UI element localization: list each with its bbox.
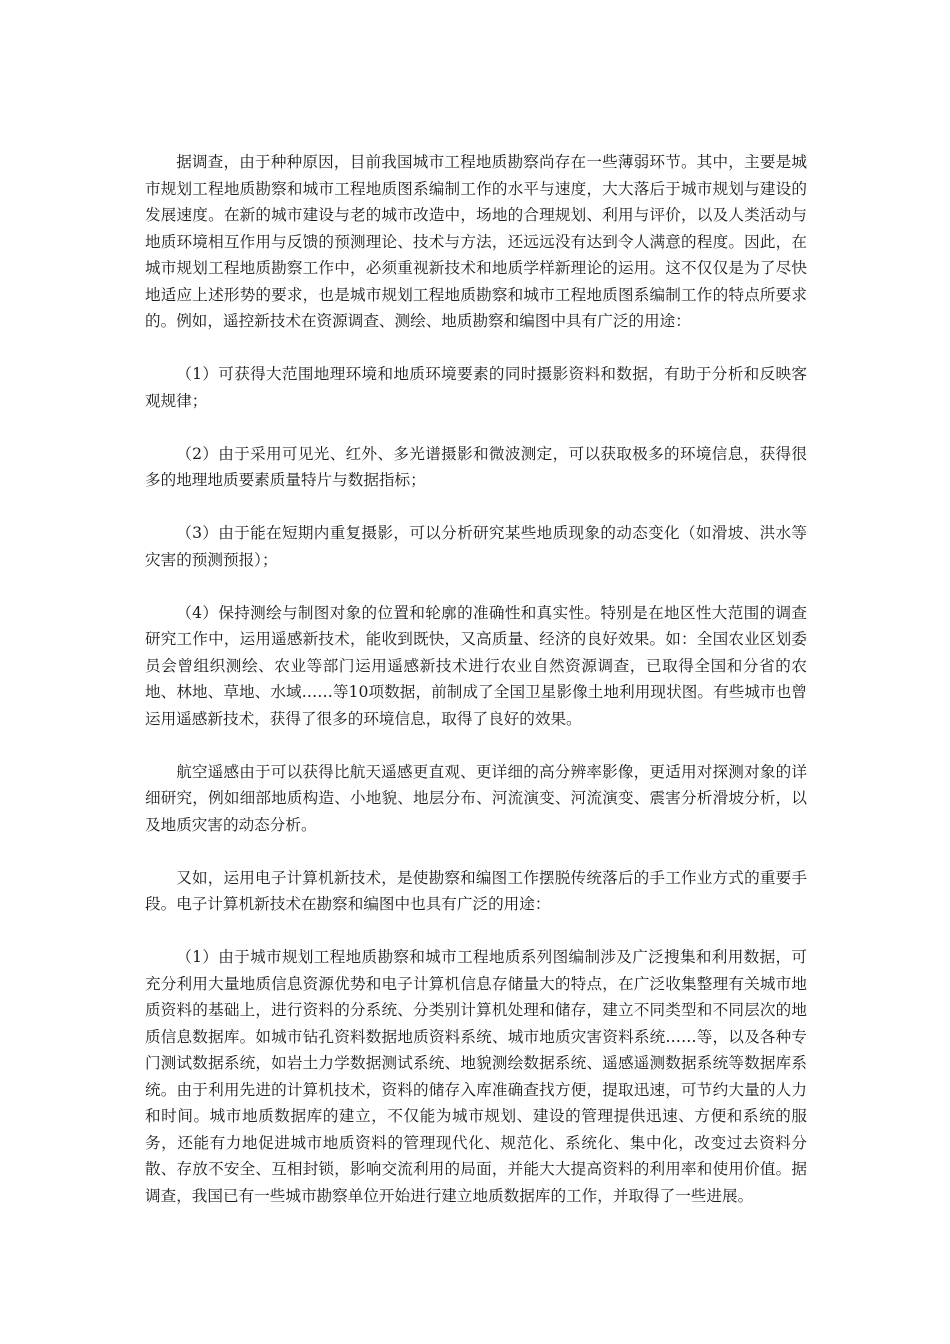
paragraph-computer-item-1: （1）由于城市规划工程地质勘察和城市工程地质系列图编制涉及广泛搜集和利用数据，可充分利用大量地质信息资源优势和电子计算机信息存储量大的特点，在广泛收集整理有关城市地质资料的基础上，进行资料的分系统、分类别计算机处理和储存，建立不同类型和不同层次的地质信息数据库。如城市钻孔资料数据地质资料系统、城市地质灾害资料系统……等，以及各种专门测试数据系统，如岩土力学数据测试系统、地貌测绘数据系统、遥感遥测数据系统等数据库系统。由于利用先进的计算机技术，资料的储存入库准确查找方便，提取迅速，可节约大量的人力和时间。城市地质数据库的建立，不仅能为城市规划、建设的管理提供迅速、方便和系统的服务，还能有力地促进城市地质资料的管理现代化、规范化、系统化、集中化，改变过去资料分散、存放不安全、互相封锁，影响交流利用的局面，并能大大提高资料的利用率和使用价值。据调查，我国已有一些城市勘察单位开始进行建立地质数据库的工作，并取得了一些进展。 xyxy=(145,948,807,1205)
paragraph-remote-sensing-item-4: （4）保持测绘与制图对象的位置和轮廓的准确性和真实性。特别是在地区性大范围的调查研究工作中，运用遥感新技术，能收到既快，又高质量、经济的良好效果。如：全国农业区划委员会曾组织测绘、农业等部门运用遥感新技术进行农业自然资源调查，已取得全国和分省的农地、林地、草地、水域……等10项数据，前制成了全国卫星影像土地利用现状图。有些城市也曾运用遥感新技术，获得了很多的环境信息，取得了良好的效果。 xyxy=(145,603,807,728)
paragraph-remote-sensing-item-3: （3）由于能在短期内重复摄影，可以分析研究某些地质现象的动态变化（如滑坡、洪水等灾害的预测预报）； xyxy=(145,524,807,569)
paragraph-computer-technology: 又如，运用电子计算机新技术，是使勘察和编图工作摆脱传统落后的手工作业方式的重要手段。电子计算机新技术在勘察和编图中也具有广泛的用途： xyxy=(145,868,807,913)
paragraph-intro: 据调查，由于种种原因，目前我国城市工程地质勘察尚存在一些薄弱环节。其中，主要是城市规划工程地质勘察和城市工程地质图系编制工作的水平与速度，大大落后于城市规划与建设的发展速度。在新的城市建设与老的城市改造中，场地的合理规划、利用与评价，以及人类活动与地质环境相互作用与反馈的预测理论、技术与方法，还远远没有达到令人满意的程度。因此，在城市规划工程地质勘察工作中，必须重视新技术和地质学样新理论的运用。这不仅仅是为了尽快地适应上述形势的要求，也是城市规划工程地质勘察和城市工程地质图系编制工作的特点所要求的。例如，遥控新技术在资源调查、测绘、地质勘察和编图中具有广泛的用途： xyxy=(145,153,807,330)
paragraph-aerial-remote-sensing: 航空遥感由于可以获得比航天遥感更直观、更详细的高分辨率影像，更适用对探测对象的详细研究，例如细部地质构造、小地貌、地层分布、河流演变、河流演变、震害分析滑坡分析，以及地质灾害的动态分析。 xyxy=(145,762,807,834)
document-body xyxy=(145,149,807,1209)
paragraph-remote-sensing-item-1: （1）可获得大范围地理环境和地质环境要素的同时摄影资料和数据，有助于分析和反映客观规律； xyxy=(145,365,807,410)
paragraph-remote-sensing-item-2: （2）由于采用可见光、红外、多光谱摄影和微波测定，可以获取极多的环境信息，获得很多的地理地质要素质量特片与数据指标； xyxy=(145,444,807,489)
